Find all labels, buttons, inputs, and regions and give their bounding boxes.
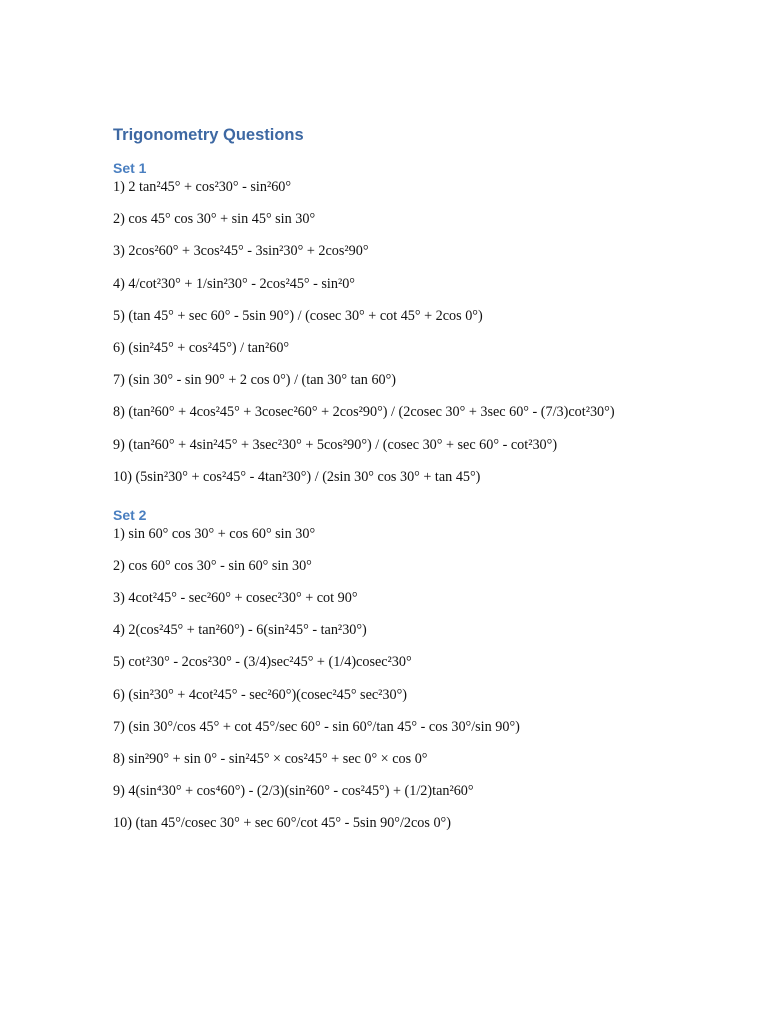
set-1-section	[113, 159, 733, 487]
document-page	[113, 124, 733, 833]
question-item: 2) cos 60° cos 30° - sin 60° sin 30°	[113, 557, 312, 574]
question-item: 5) (tan 45° + sec 60° - 5sin 90°) / (cosec 30° + cot 45° + 2cos 0°)	[113, 307, 483, 324]
document-title: Trigonometry Questions	[113, 126, 304, 144]
question-item: 4) 2(cos²45° + tan²60°) - 6(sin²45° - tan²30°)	[113, 622, 367, 639]
question-item: 7) (sin 30°/cos 45° + cot 45°/sec 60° - sin 60°/tan 45° - cos 30°/sin 90°)	[113, 718, 520, 735]
question-item: 1) 2 tan²45° + cos²30° - sin²60°	[113, 179, 292, 195]
question-item: 10) (tan 45°/cosec 30° + sec 60°/cot 45° - 5sin 90°/2cos 0°)	[113, 815, 451, 832]
question-item: 5) cot²30° - 2cos²30° - (3/4)sec²45° + (1/4)cosec²30°	[113, 654, 412, 671]
set-1-heading: Set 1	[113, 160, 147, 176]
question-item: 3) 2cos²60° + 3cos²45° - 3sin²30° + 2cos²90°	[113, 243, 369, 260]
question-item: 7) (sin 30° - sin 90° + 2 cos 0°) / (tan 30° tan 60°)	[113, 372, 397, 389]
question-item: 2) cos 45° cos 30° + sin 45° sin 30°	[113, 211, 316, 228]
question-item: 6) (sin²45° + cos²45°) / tan²60°	[113, 339, 290, 356]
question-item: 8) sin²90° + sin 0° - sin²45° × cos²45° + sec 0° × cos 0°	[113, 751, 428, 767]
section-spacer	[113, 487, 733, 501]
question-item: 1) sin 60° cos 30° + cos 60° sin 30°	[113, 525, 316, 542]
set-2-section	[113, 506, 733, 834]
question-item: 9) 4(sin⁴30° + cos⁴60°) - (2/3)(sin²60° - cos²45°) + (1/2)tan²60°	[113, 783, 474, 800]
question-item: 8) (tan²60° + 4cos²45° + 3cosec²60° + 2cos²90°) / (2cosec 30° + 3sec 60° - (7/3)cot²30°)	[113, 404, 615, 421]
question-item: 10) (5sin²30° + cos²45° - 4tan²30°) / (2sin 30° cos 30° + tan 45°)	[113, 468, 481, 485]
set-2-heading: Set 2	[113, 506, 147, 523]
set-1-question-list	[113, 177, 733, 487]
set-2-question-list	[113, 524, 733, 834]
question-item: 9) (tan²60° + 4sin²45° + 3sec²30° + 5cos²90°) / (cosec 30° + sec 60° - cot²30°)	[113, 436, 558, 453]
question-item: 3) 4cot²45° - sec²60° + cosec²30° + cot 90°	[113, 590, 358, 607]
question-item: 6) (sin²30° + 4cot²45° - sec²60°)(cosec²45° sec²30°)	[113, 686, 408, 703]
question-item: 4) 4/cot²30° + 1/sin²30° - 2cos²45° - sin²0°	[113, 275, 355, 292]
